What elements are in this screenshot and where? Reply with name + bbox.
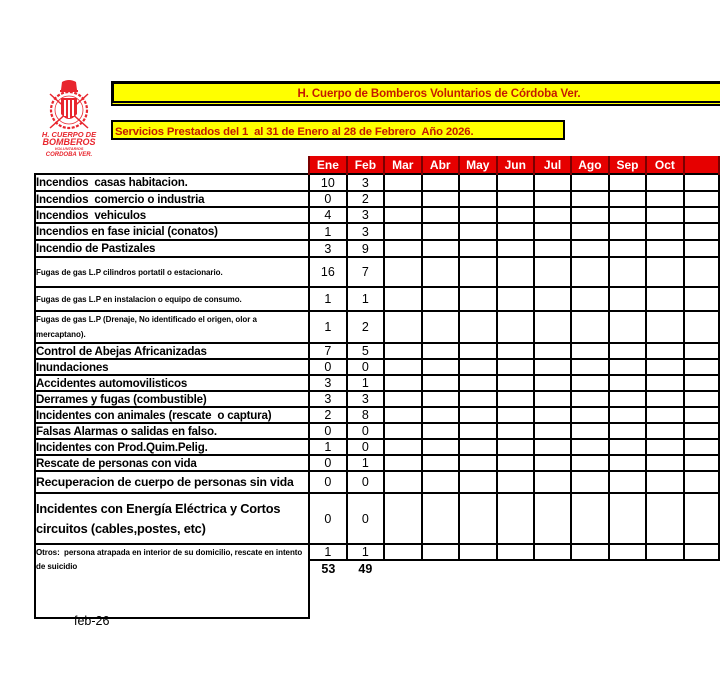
cell-ago xyxy=(571,375,609,391)
cell-ene: 3 xyxy=(309,375,347,391)
subtitle-banner xyxy=(111,120,565,140)
cell-feb: 2 xyxy=(347,311,384,343)
cell-jun xyxy=(497,471,534,493)
cell-oct xyxy=(646,287,683,311)
cell-mar xyxy=(384,174,421,191)
cell-jul xyxy=(534,493,571,544)
cell-feb: 7 xyxy=(347,257,384,287)
cell-ago xyxy=(571,439,609,455)
cell-may xyxy=(459,343,497,359)
cell-mar xyxy=(384,343,421,359)
row-label: Fugas de gas L.P en instalacion o equipo de consumo. xyxy=(35,287,309,311)
total-ene: 53 xyxy=(321,561,336,576)
cell-oct xyxy=(646,391,683,407)
cell-sep xyxy=(609,359,647,375)
cell-sep xyxy=(609,439,647,455)
cell-jun xyxy=(497,359,534,375)
cell-sep xyxy=(609,257,647,287)
cell-jul xyxy=(534,174,571,191)
cell-mar xyxy=(384,455,421,471)
cell-feb: 5 xyxy=(347,343,384,359)
cell-ene: 1 xyxy=(309,439,347,455)
cell-abr xyxy=(422,471,459,493)
table-row xyxy=(35,423,719,439)
cell-oct xyxy=(646,493,683,544)
cell-may xyxy=(459,191,497,207)
cell-mar xyxy=(384,287,421,311)
cell-ago xyxy=(571,423,609,439)
cell-abr xyxy=(422,207,459,223)
cell-jun xyxy=(497,174,534,191)
cell-oct xyxy=(646,471,683,493)
cell-jul xyxy=(534,343,571,359)
cell-feb: 0 xyxy=(347,471,384,493)
cell-sep xyxy=(609,375,647,391)
cell-jul xyxy=(534,391,571,407)
cell-mar xyxy=(384,207,421,223)
cell-ago xyxy=(571,191,609,207)
cell-abr xyxy=(422,544,459,560)
row-label: Fugas de gas L.P (Drenaje, No identificado el origen, olor a mercaptano). xyxy=(35,311,309,343)
cell-next xyxy=(684,174,719,191)
row-label: Rescate de personas con vida xyxy=(35,455,309,471)
cell-next xyxy=(684,439,719,455)
cell-feb: 0 xyxy=(347,439,384,455)
cell-ene: 1 xyxy=(309,287,347,311)
table-row xyxy=(35,544,719,560)
cell-jun xyxy=(497,407,534,423)
services-table xyxy=(34,156,720,619)
cell-next xyxy=(684,471,719,493)
cell-mar xyxy=(384,375,421,391)
cell-sep xyxy=(609,311,647,343)
row-label: Fugas de gas L.P cilindros portatil o estacionario. xyxy=(35,257,309,287)
cell-abr xyxy=(422,455,459,471)
cell-may xyxy=(459,359,497,375)
logo-text-line4: CORDOBA VER. xyxy=(45,152,93,158)
row-label: Incendios vehiculos xyxy=(35,207,309,223)
cell-sep xyxy=(609,407,647,423)
cell-ene: 1 xyxy=(309,223,347,240)
cell-ago xyxy=(571,311,609,343)
cell-abr xyxy=(422,493,459,544)
cell-oct xyxy=(646,359,683,375)
table-row xyxy=(35,375,719,391)
cell-jul xyxy=(534,287,571,311)
cell-feb: 1 xyxy=(347,544,384,560)
table-row xyxy=(35,407,719,423)
cell-jun xyxy=(497,544,534,560)
cell-ago xyxy=(571,407,609,423)
cell-jun xyxy=(497,311,534,343)
cell-jul xyxy=(534,191,571,207)
cell-jul xyxy=(534,455,571,471)
cell-mar xyxy=(384,407,421,423)
cell-abr xyxy=(422,257,459,287)
cell-mar xyxy=(384,439,421,455)
cell-ago xyxy=(571,493,609,544)
row-label: Incendios en fase inicial (conatos) xyxy=(35,223,309,240)
month-header-mar: Mar xyxy=(384,156,421,174)
cell-may xyxy=(459,544,497,560)
table-row xyxy=(35,240,719,257)
cell-jul xyxy=(534,423,571,439)
cell-ene: 0 xyxy=(309,191,347,207)
cell-jul xyxy=(534,359,571,375)
cell-ene: 3 xyxy=(309,391,347,407)
month-header-jun: Jun xyxy=(497,156,534,174)
cell-feb: 1 xyxy=(347,287,384,311)
cell-mar xyxy=(384,359,421,375)
cell-jun xyxy=(497,191,534,207)
cell-oct xyxy=(646,423,683,439)
row-label: Recuperacion de cuerpo de personas sin vida xyxy=(35,471,309,493)
cell-mar xyxy=(384,311,421,343)
cell-feb: 0 xyxy=(347,423,384,439)
title-banner xyxy=(111,81,720,106)
cell-sep xyxy=(609,471,647,493)
cell-next xyxy=(684,343,719,359)
cell-ago xyxy=(571,359,609,375)
cell-sep xyxy=(609,240,647,257)
cell-ago xyxy=(571,223,609,240)
cell-jun xyxy=(497,391,534,407)
month-header-may: May xyxy=(459,156,497,174)
row-label: Accidentes automovilisticos xyxy=(35,375,309,391)
cell-oct xyxy=(646,191,683,207)
cell-oct xyxy=(646,174,683,191)
cell-oct xyxy=(646,311,683,343)
cell-feb: 8 xyxy=(347,407,384,423)
cell-may xyxy=(459,311,497,343)
cell-feb: 2 xyxy=(347,191,384,207)
table-row xyxy=(35,359,719,375)
cell-jul xyxy=(534,223,571,240)
table-row xyxy=(35,439,719,455)
helmet-icon xyxy=(61,80,77,90)
cell-next xyxy=(684,375,719,391)
cell-jun xyxy=(497,423,534,439)
cell-sep xyxy=(609,493,647,544)
cell-ene: 16 xyxy=(309,257,347,287)
cell-may xyxy=(459,223,497,240)
logo-text-line1: H. CUERPO DE xyxy=(41,130,97,139)
cell-jul xyxy=(534,375,571,391)
page-title: H. Cuerpo de Bomberos Voluntarios de Córdoba Ver. xyxy=(297,88,581,100)
cell-sep xyxy=(609,287,647,311)
cell-may xyxy=(459,455,497,471)
month-header-row xyxy=(35,156,719,174)
cell-ene: 0 xyxy=(309,493,347,544)
month-header-next xyxy=(684,156,719,174)
cell-sep xyxy=(609,544,647,560)
cell-next xyxy=(684,423,719,439)
cell-sep xyxy=(609,343,647,359)
cell-mar xyxy=(384,471,421,493)
table-row xyxy=(35,287,719,311)
cell-feb: 3 xyxy=(347,223,384,240)
blank-spacer xyxy=(309,576,719,618)
cell-jul xyxy=(534,439,571,455)
table-row xyxy=(35,191,719,207)
cell-jul xyxy=(534,207,571,223)
table-row xyxy=(35,455,719,471)
cell-jul xyxy=(534,311,571,343)
table-row xyxy=(35,257,719,287)
cell-abr xyxy=(422,359,459,375)
cell-jun xyxy=(497,240,534,257)
cell-ago xyxy=(571,207,609,223)
cell-ago xyxy=(571,544,609,560)
cell-ene: 7 xyxy=(309,343,347,359)
cell-abr xyxy=(422,311,459,343)
cell-may xyxy=(459,240,497,257)
cell-feb: 3 xyxy=(347,174,384,191)
cell-mar xyxy=(384,240,421,257)
cell-jul xyxy=(534,407,571,423)
cell-may xyxy=(459,423,497,439)
cell-ene: 0 xyxy=(309,455,347,471)
logo-text-line2: BOMBEROS xyxy=(42,137,96,147)
cell-feb: 3 xyxy=(347,391,384,407)
cell-next xyxy=(684,311,719,343)
cell-jun xyxy=(497,287,534,311)
cell-may xyxy=(459,391,497,407)
cell-abr xyxy=(422,391,459,407)
cell-oct xyxy=(646,223,683,240)
month-header-sep: Sep xyxy=(609,156,647,174)
cell-mar xyxy=(384,544,421,560)
cell-mar xyxy=(384,391,421,407)
cell-jul xyxy=(534,471,571,493)
cell-ago xyxy=(571,240,609,257)
table-row xyxy=(35,174,719,191)
cell-abr xyxy=(422,375,459,391)
cell-oct xyxy=(646,343,683,359)
table-row xyxy=(35,343,719,359)
cell-feb: 0 xyxy=(347,359,384,375)
total-feb: 49 xyxy=(358,561,373,576)
cell-may xyxy=(459,471,497,493)
cell-ago xyxy=(571,287,609,311)
cell-next xyxy=(684,391,719,407)
cell-jun xyxy=(497,455,534,471)
row-label: Derrames y fugas (combustible) xyxy=(35,391,309,407)
cell-abr xyxy=(422,423,459,439)
cell-next xyxy=(684,493,719,544)
row-label: Incendios comercio o industria xyxy=(35,191,309,207)
cell-ago xyxy=(571,174,609,191)
cell-ene: 1 xyxy=(309,311,347,343)
cell-ago xyxy=(571,471,609,493)
cell-jun xyxy=(497,375,534,391)
cell-ago xyxy=(571,257,609,287)
cell-jun xyxy=(497,343,534,359)
cell-oct xyxy=(646,544,683,560)
cell-mar xyxy=(384,191,421,207)
cell-sep xyxy=(609,455,647,471)
row-label: Inundaciones xyxy=(35,359,309,375)
cell-ene: 3 xyxy=(309,240,347,257)
cell-abr xyxy=(422,439,459,455)
table-row xyxy=(35,207,719,223)
cell-abr xyxy=(422,191,459,207)
cell-oct xyxy=(646,455,683,471)
cell-sep xyxy=(609,174,647,191)
cell-next xyxy=(684,191,719,207)
cell-may xyxy=(459,257,497,287)
row-label-otros: Otros: persona atrapada en interior de su domicilio, rescate en intento de suicidio xyxy=(35,544,309,618)
fire-department-logo xyxy=(30,78,108,158)
cell-ene: 0 xyxy=(309,359,347,375)
cell-next xyxy=(684,407,719,423)
cell-oct xyxy=(646,240,683,257)
cell-oct xyxy=(646,439,683,455)
cell-next xyxy=(684,544,719,560)
cell-jun xyxy=(497,439,534,455)
cell-sep xyxy=(609,423,647,439)
cell-jul xyxy=(534,544,571,560)
cell-oct xyxy=(646,207,683,223)
cell-jul xyxy=(534,257,571,287)
month-header-ago: Ago xyxy=(571,156,609,174)
cell-may xyxy=(459,287,497,311)
page-subtitle: Servicios Prestados del 1 al 31 de Enero al 28 de Febrero Año 2026. xyxy=(115,126,474,138)
row-label: Falsas Alarmas o salidas en falso. xyxy=(35,423,309,439)
cell-abr xyxy=(422,407,459,423)
cell-sep xyxy=(609,391,647,407)
cell-may xyxy=(459,439,497,455)
cell-jul xyxy=(534,240,571,257)
cell-ago xyxy=(571,455,609,471)
table-row xyxy=(35,311,719,343)
cell-next xyxy=(684,240,719,257)
cell-jun xyxy=(497,493,534,544)
cell-oct xyxy=(646,407,683,423)
cell-mar xyxy=(384,423,421,439)
cell-mar xyxy=(384,493,421,544)
row-label: Incidentes con Energía Eléctrica y Cortos circuitos (cables,postes, etc) xyxy=(35,493,309,544)
cell-next xyxy=(684,223,719,240)
cell-feb: 0 xyxy=(347,493,384,544)
cell-ago xyxy=(571,343,609,359)
cell-ene: 0 xyxy=(309,423,347,439)
footer-date: feb-26 xyxy=(74,614,110,628)
month-header-oct: Oct xyxy=(646,156,683,174)
cell-jun xyxy=(497,207,534,223)
cell-sep xyxy=(609,223,647,240)
cell-jun xyxy=(497,257,534,287)
row-label: Control de Abejas Africanizadas xyxy=(35,343,309,359)
cell-may xyxy=(459,207,497,223)
row-label: Incendios casas habitacion. xyxy=(35,174,309,191)
cell-mar xyxy=(384,223,421,240)
cell-next xyxy=(684,455,719,471)
cell-abr xyxy=(422,174,459,191)
month-header-ene: Ene xyxy=(309,156,347,174)
cell-may xyxy=(459,493,497,544)
header-spacer xyxy=(35,156,309,174)
logo-text-line3: VOLUNTARIOS xyxy=(54,146,84,151)
cell-may xyxy=(459,375,497,391)
totals-spacer xyxy=(384,560,719,576)
cell-ene: 2 xyxy=(309,407,347,423)
table-row xyxy=(35,493,719,544)
row-label: Incidentes con Prod.Quim.Pelig. xyxy=(35,439,309,455)
cell-ene: 1 xyxy=(309,544,347,560)
row-label: Incidentes con animales (rescate o captura) xyxy=(35,407,309,423)
cell-ene: 10 xyxy=(309,174,347,191)
cell-mar xyxy=(384,257,421,287)
cell-next xyxy=(684,287,719,311)
row-label: Incendio de Pastizales xyxy=(35,240,309,257)
cell-feb: 3 xyxy=(347,207,384,223)
cell-ago xyxy=(571,391,609,407)
table-row xyxy=(35,471,719,493)
cell-sep xyxy=(609,207,647,223)
month-header-feb: Feb xyxy=(347,156,384,174)
cell-oct xyxy=(646,375,683,391)
cell-feb: 1 xyxy=(347,375,384,391)
cell-abr xyxy=(422,223,459,240)
table-row xyxy=(35,223,719,240)
cell-feb: 1 xyxy=(347,455,384,471)
month-header-abr: Abr xyxy=(422,156,459,174)
cell-next xyxy=(684,207,719,223)
cell-abr xyxy=(422,240,459,257)
cell-oct xyxy=(646,257,683,287)
cell-abr xyxy=(422,287,459,311)
cell-ene: 0 xyxy=(309,471,347,493)
cell-may xyxy=(459,407,497,423)
cell-feb: 9 xyxy=(347,240,384,257)
cell-abr xyxy=(422,343,459,359)
cell-next xyxy=(684,359,719,375)
cell-sep xyxy=(609,191,647,207)
cell-may xyxy=(459,174,497,191)
cell-ene: 4 xyxy=(309,207,347,223)
cell-jun xyxy=(497,223,534,240)
table-row xyxy=(35,391,719,407)
cell-next xyxy=(684,257,719,287)
month-header-jul: Jul xyxy=(534,156,571,174)
